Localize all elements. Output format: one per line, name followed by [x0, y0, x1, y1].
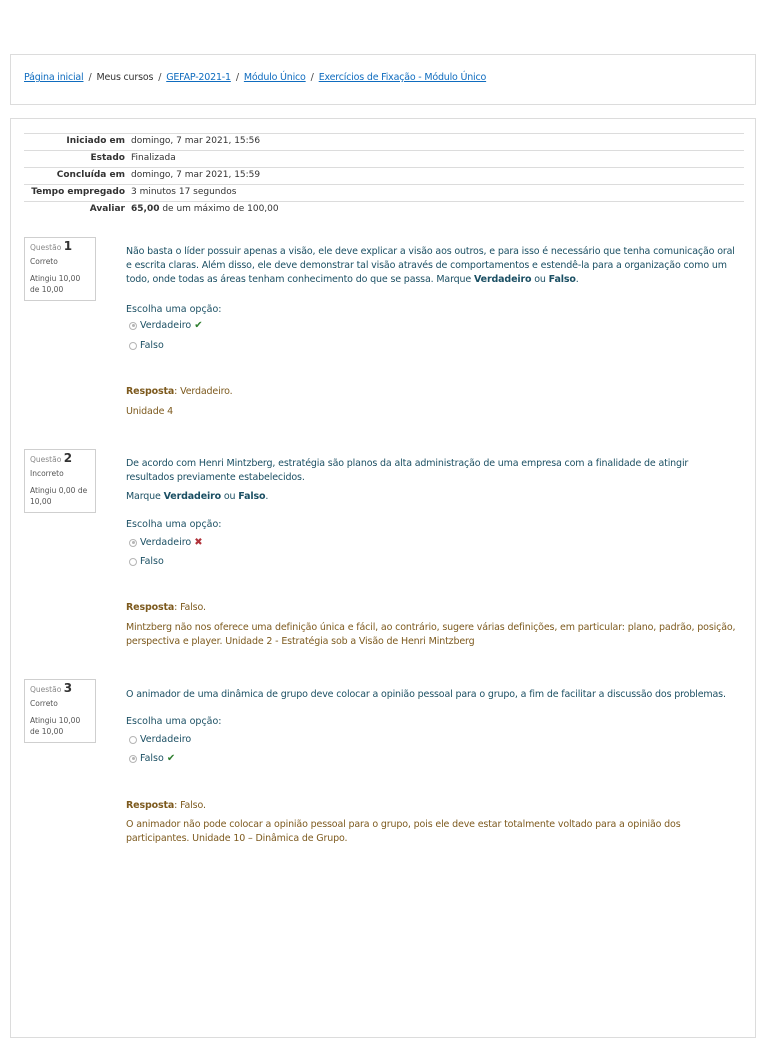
- question-2-text: [126, 457, 736, 504]
- question-index: 3: [63, 681, 73, 695]
- radio-selected[interactable]: [129, 755, 137, 763]
- breadcrumb-course-link[interactable]: GEFAP-2021-1: [166, 72, 231, 83]
- question-number: [30, 453, 90, 465]
- question-label: Questão: [30, 455, 62, 464]
- question-3-option-false[interactable]: [129, 753, 175, 764]
- breadcrumb-separator: /: [310, 72, 314, 83]
- question-number: [30, 241, 90, 253]
- question-text-body: Não basta o líder possuir apenas a visão, ele deve explicar a visão aos outros, e para isso é necessário que tenha comunicação oral e escrita claras. Além disso, ele deve demonstrar tal visão através de comportamentos e estendê-la para a organização como um todo, onde todas as áreas tenham conhecimento do que se passa. Marque: [126, 246, 735, 285]
- question-3-info: [24, 679, 96, 743]
- cross-icon: ✖: [194, 537, 203, 548]
- question-1-option-true[interactable]: [129, 320, 203, 331]
- question-2-option-false[interactable]: [129, 556, 164, 567]
- radio-unselected[interactable]: [129, 342, 137, 350]
- option-label: Falso: [140, 753, 164, 764]
- question-text-or: ou: [531, 274, 549, 285]
- option-label: Verdadeiro: [140, 537, 192, 548]
- question-3-feedback: O animador não pode colocar a opinião pessoal para o grupo, pois ele deve estar totalmente voltado para a opinião dos participantes. Unidade 10 – Dinâmica de Grupo.: [126, 819, 681, 844]
- question-2-prompt: Escolha uma opção:: [126, 519, 222, 530]
- question-text-end: .: [265, 491, 269, 502]
- time-value: 3 minutos 17 segundos: [128, 185, 744, 202]
- option-label: Falso: [140, 340, 164, 351]
- answer-label: Resposta: [126, 386, 175, 397]
- state-label: Estado: [24, 151, 128, 168]
- radio-selected[interactable]: [129, 539, 137, 547]
- question-text-true: Verdadeiro: [163, 491, 222, 502]
- radio-unselected[interactable]: [129, 736, 137, 744]
- answer-label: Resposta: [126, 602, 175, 613]
- option-label: Verdadeiro: [140, 734, 192, 745]
- question-grade: Atingiu 0,00 de 10,00: [30, 486, 88, 506]
- summary-row-grade: [24, 202, 744, 219]
- started-value: domingo, 7 mar 2021, 15:56: [128, 134, 744, 151]
- started-label: Iniciado em: [24, 134, 128, 151]
- breadcrumb-page-link[interactable]: Exercícios de Fixação - Módulo Único: [318, 72, 487, 83]
- breadcrumb-bar: [10, 54, 756, 105]
- question-2-option-true[interactable]: [129, 537, 203, 548]
- question-status: Incorreto: [30, 469, 64, 478]
- question-index: 1: [63, 239, 73, 253]
- summary-row-completed: [24, 168, 744, 185]
- radio-unselected[interactable]: [129, 558, 137, 566]
- question-label: Questão: [30, 685, 62, 694]
- question-1-text: [126, 245, 736, 287]
- question-2-info: [24, 449, 96, 513]
- grade-score: 65,00: [131, 204, 160, 214]
- question-grade: Atingiu 10,00 de 10,00: [30, 716, 81, 736]
- question-grade: Atingiu 10,00 de 10,00: [30, 274, 81, 294]
- question-status: Correto: [30, 699, 58, 708]
- question-text-or: ou: [221, 491, 239, 502]
- question-1-answer: [126, 385, 741, 399]
- breadcrumb-separator: /: [88, 72, 92, 83]
- question-text-false: Falso: [548, 274, 576, 285]
- question-1-feedback: Unidade 4: [126, 406, 174, 417]
- summary-row-state: [24, 151, 744, 168]
- question-1-option-false[interactable]: [129, 340, 164, 351]
- answer-label: Resposta: [126, 800, 175, 811]
- time-label: Tempo empregado: [24, 185, 128, 202]
- question-3-answer: [126, 799, 741, 813]
- breadcrumb: [24, 72, 486, 83]
- breadcrumb-module-link[interactable]: Módulo Único: [243, 72, 306, 83]
- question-2-feedback: Mintzberg não nos oferece uma definição única e fácil, ao contrário, sugere várias definições, em particular: plano, padrão, posição, perspectiva e player. Unidade 2 - Estratégia sob a Visão de Henri Mintzberg: [126, 622, 736, 647]
- state-value: Finalizada: [128, 151, 744, 168]
- question-1-prompt: Escolha uma opção:: [126, 304, 222, 315]
- question-text-true: Verdadeiro: [474, 274, 532, 285]
- question-label: Questão: [30, 243, 62, 252]
- breadcrumb-separator: /: [158, 72, 162, 83]
- completed-label: Concluída em: [24, 168, 128, 185]
- option-label: Verdadeiro: [140, 320, 192, 331]
- check-icon: ✔: [166, 753, 176, 764]
- answer-value: : Falso.: [174, 602, 206, 613]
- summary-row-time: [24, 185, 744, 202]
- question-text-end: .: [575, 274, 579, 285]
- question-1-info: [24, 237, 96, 301]
- question-status: Correto: [30, 257, 58, 266]
- question-text-body: O animador de uma dinâmica de grupo deve colocar a opinião pessoal para o grupo, a fim de facilitar a discussão dos problemas.: [126, 689, 726, 700]
- quiz-review-panel: [10, 118, 756, 1038]
- question-text-body: De acordo com Henri Mintzberg, estratégia são planos da alta administração de uma empresa com a finalidade de atingir resultados previamente estabelecidos.: [126, 458, 689, 483]
- question-number: [30, 683, 90, 695]
- answer-value: : Verdadeiro.: [174, 386, 233, 397]
- attempt-summary-table: [24, 133, 744, 218]
- breadcrumb-courses: Meus cursos: [96, 72, 154, 83]
- check-icon: ✔: [194, 320, 203, 331]
- grade-value: [128, 202, 744, 219]
- radio-selected[interactable]: [129, 322, 137, 330]
- question-3-prompt: Escolha uma opção:: [126, 716, 222, 727]
- answer-value: : Falso.: [174, 800, 206, 811]
- breadcrumb-separator: /: [235, 72, 239, 83]
- grade-label: Avaliar: [24, 202, 128, 219]
- summary-row-started: [24, 134, 744, 151]
- breadcrumb-home-link[interactable]: Página inicial: [24, 72, 84, 83]
- question-2-answer: [126, 601, 741, 615]
- question-text-mark: Marque: [126, 491, 164, 502]
- question-text-false: Falso: [238, 491, 266, 502]
- grade-max: de um máximo de 100,00: [159, 204, 279, 214]
- completed-value: domingo, 7 mar 2021, 15:59: [128, 168, 744, 185]
- option-label: Falso: [140, 556, 164, 567]
- question-3-option-true[interactable]: [129, 734, 191, 745]
- question-index: 2: [63, 451, 73, 465]
- question-3-text: [126, 688, 736, 702]
